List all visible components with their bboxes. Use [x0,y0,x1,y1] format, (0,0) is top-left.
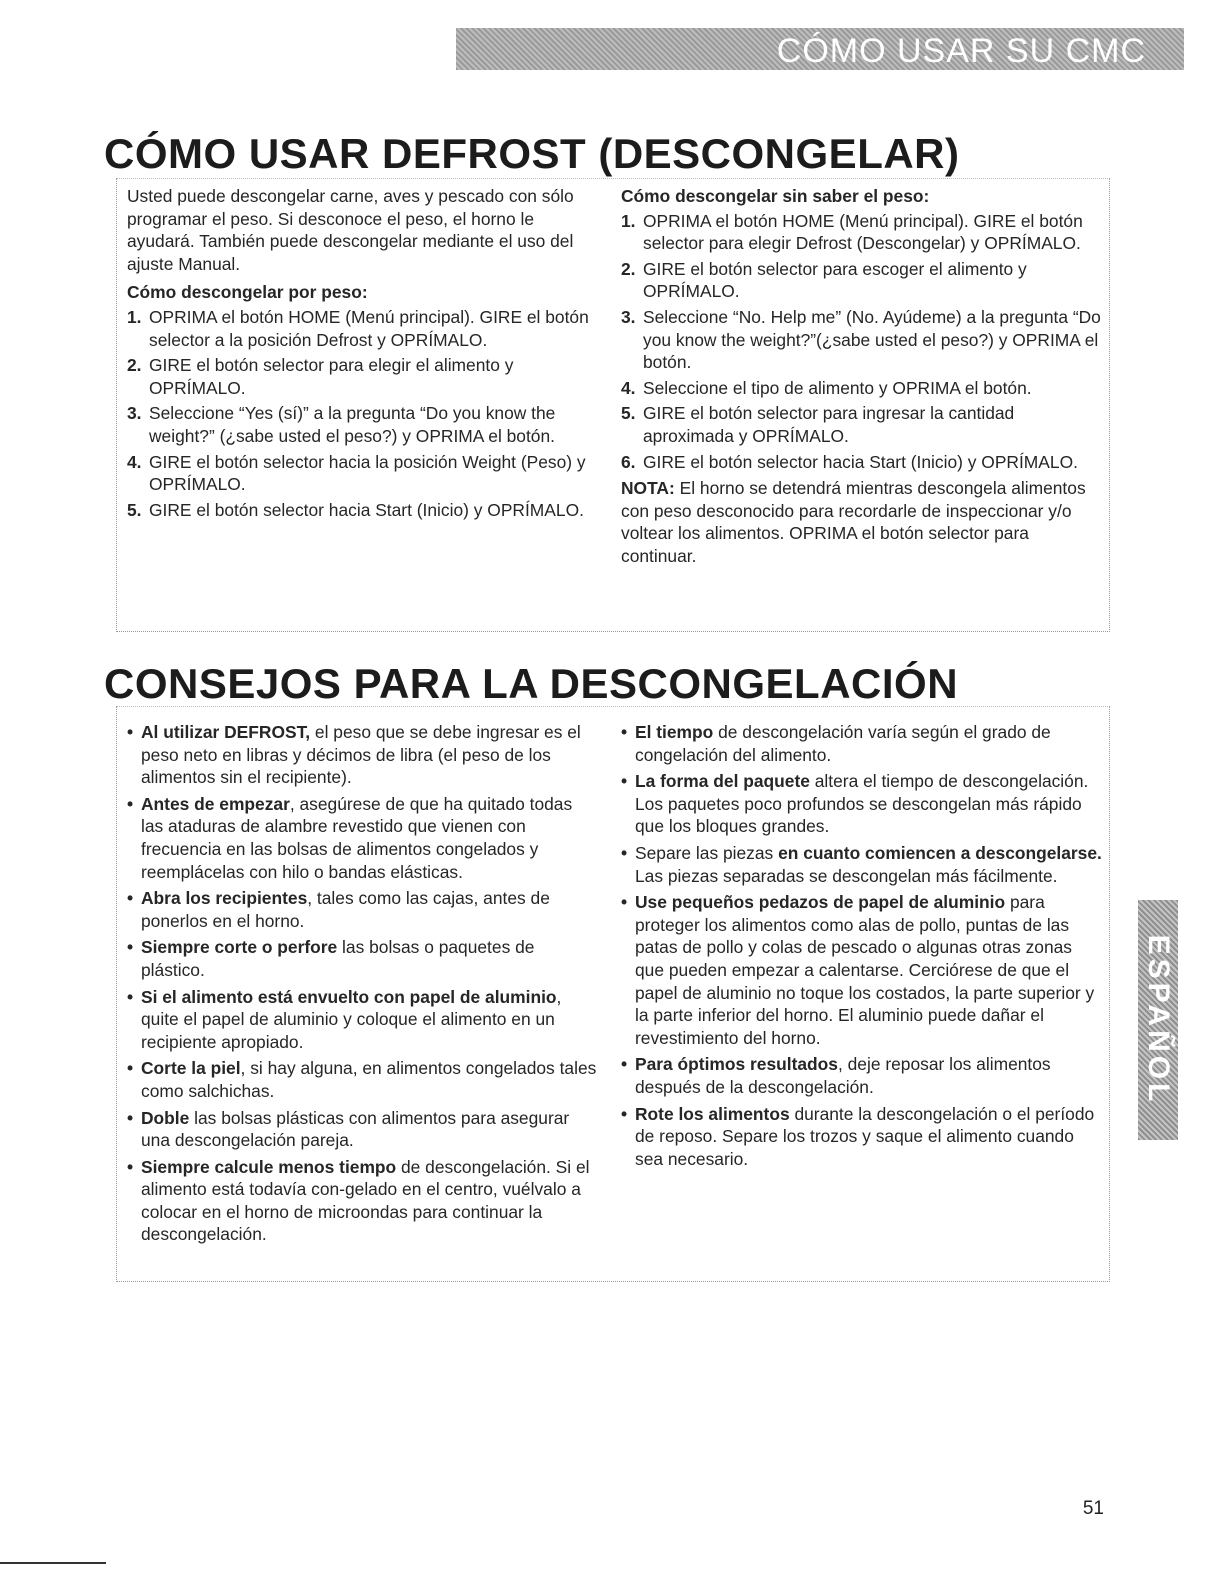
tip-text: altera el tiempo de descongelación. Los paquetes poco profundos se descongelan más rápido que los bloques grandes. [635,771,1089,837]
defrost-note [621,477,1105,567]
bullet-icon: • [621,1054,628,1075]
bullet-icon: • [127,1156,134,1177]
list-item [127,721,597,789]
tip-text: para proteger los alimentos como alas de pollo, puntas de las patas de pollo y colas de pescado o algunas otras zonas que pueden empezar a calentarse. Cerciórese de que el papel de aluminio no toque los costados, la parte superior y la parte inferior del horno. El aluminio puede dañar el revestimiento del horno. [635,892,1095,1048]
list-item [621,258,1105,303]
bullet-icon: • [127,722,134,742]
tip-bold: La forma del paquete [635,771,810,792]
list-item [127,499,597,522]
tip-bold: en cuanto comiencen a descongelarse. [778,842,1102,863]
tip-text: las bolsas o paquetes de plástico. [141,937,535,980]
tip-bold: Abra los recipientes [141,888,308,909]
list-item [127,402,597,447]
list-item [621,842,1105,887]
side-tab-label: ESPAÑOL [1142,934,1175,1106]
step-number: 4. [127,451,142,472]
list-item [621,306,1105,374]
step-text: OPRIMA el botón HOME (Menú principal). GIRE el botón selector a la posición Defrost y OPRÍMALO. [149,306,589,350]
step-number: 3. [127,403,142,424]
bottom-rule [0,1562,106,1564]
step-text: OPRIMA el botón HOME (Menú principal). GIRE el botón selector para elegir Defrost (Descongelar) y OPRÍMALO. [643,210,1083,254]
defrost-section-title: CÓMO USAR DEFROST (DESCONGELAR) [104,130,960,177]
list-item [621,1053,1105,1098]
step-text: GIRE el botón selector para elegir el alimento y OPRÍMALO. [149,355,514,398]
step-number: 2. [621,258,636,279]
tips-right-list [621,721,1105,1170]
bullet-icon: • [621,842,628,863]
list-item [127,887,597,932]
tips-left-list [127,721,597,1246]
tip-text: durante la descongelación o el período de reposo. Separe los trozos y saque el alimento cuando sea necesario. [635,1103,1095,1169]
tip-bold: Si el alimento está envuelto con papel de aluminio [141,986,557,1007]
tip-bold: Siempre corte o perfore [141,937,338,958]
defrost-instructions-box [116,178,1110,632]
tip-bold: El tiempo [635,722,714,742]
list-item [127,1107,597,1152]
page-number: 51 [1082,1498,1104,1519]
bullet-icon: • [127,793,134,814]
tip-text: de descongelación. Si el alimento está todavía con-gelado en el centro, vuélvalo a colocar en el horno de microondas para continuar la descongelación. [141,1156,590,1245]
bullet-icon: • [621,1103,628,1124]
tip-text: el peso que se debe ingresar es el peso neto en libras y décimos de libra (el peso de los alimentos sin el recipiente). [141,722,581,788]
step-number: 6. [621,451,636,472]
list-item [127,1057,597,1102]
tips-left-column [127,721,597,1250]
note-text: El horno se detendrá mientras descongela alimentos con peso desconocido para recordarle de inspeccionar y/o voltear los alimentos. OPRIMA el botón selector para continuar. [621,478,1086,566]
bullet-icon: • [127,1107,134,1128]
step-text: GIRE el botón selector hacia Start (Inicio) y OPRÍMALO. [643,451,1078,472]
bullet-icon: • [621,771,628,792]
step-number: 2. [127,355,142,376]
step-number: 3. [621,306,636,327]
list-item [127,936,597,981]
bullet-icon: • [127,1058,134,1079]
step-text: Seleccione “No. Help me” (No. Ayúdeme) a la pregunta “Do you know the weight?”(¿sabe usted el peso?) y OPRIMA el botón. [643,306,1101,373]
without-weight-steps [621,210,1105,474]
bullet-icon: • [127,986,134,1007]
list-item [127,306,597,351]
tip-bold: Rote los alimentos [635,1103,790,1124]
tip-bold: Doble [141,1107,190,1128]
list-item [127,986,597,1054]
tip-bold: Al utilizar DEFROST, [141,722,311,742]
defrost-left-column [127,185,597,524]
list-item [127,451,597,496]
step-number: 1. [621,210,636,231]
tip-text: las bolsas plásticas con alimentos para asegurar una descongelación pareja. [141,1107,570,1151]
list-item [127,354,597,399]
tip-pre: Separe las piezas [635,842,779,863]
step-text: Seleccione “Yes (sí)” a la pregunta “Do you know the weight?” (¿sabe usted el peso?) y OPRIMA el botón. [149,403,556,446]
tip-text: , quite el papel de aluminio y coloque el alimento en un recipiente apropiado. [141,986,562,1052]
tips-section-title: CONSEJOS PARA LA DESCONGELACIÓN [104,660,959,707]
tip-bold: Para óptimos resultados [635,1054,838,1075]
list-item [621,1103,1105,1171]
tip-bold: Use pequeños pedazos de papel de aluminio [635,892,1006,913]
header-tab-label: CÓMO USAR SU CMC [776,32,1146,70]
tips-box [116,706,1110,1282]
list-item [127,793,597,883]
step-number: 5. [621,403,636,424]
tip-bold: Siempre calcule menos tiempo [141,1156,397,1177]
defrost-intro: Usted puede descongelar carne, aves y pescado con sólo programar el peso. Si desconoce el peso, el horno le ayudará. También puede descongelar mediante el uso del ajuste Manual. [127,186,574,274]
list-item [621,770,1105,838]
list-item [621,891,1105,1049]
step-text: GIRE el botón selector hacia la posición Weight (Peso) y OPRÍMALO. [149,451,586,495]
step-number: 4. [621,377,636,398]
tip-bold: Corte la piel [141,1058,241,1079]
list-item [621,402,1105,447]
step-text: GIRE el botón selector para ingresar la cantidad aproximada y OPRÍMALO. [643,403,1015,446]
tip-bold: Antes de empezar [141,793,290,814]
header-tab [456,28,1184,70]
list-item [621,451,1105,474]
by-weight-heading: Cómo descongelar por peso: [127,282,368,303]
by-weight-steps [127,306,597,521]
list-item [621,721,1105,766]
without-weight-heading: Cómo descongelar sin saber el peso: [621,186,930,206]
bullet-icon: • [621,892,628,913]
list-item [621,377,1105,400]
step-number: 1. [127,306,142,327]
bullet-icon: • [127,888,134,909]
step-text: Seleccione el tipo de alimento y OPRIMA el botón. [643,377,1032,398]
tips-right-column [621,721,1105,1174]
step-text: GIRE el botón selector hacia Start (Inicio) y OPRÍMALO. [149,499,584,520]
step-number: 5. [127,499,142,520]
tip-text: , si hay alguna, en alimentos congelados tales como salchichas. [141,1058,597,1101]
note-label: NOTA: [621,478,675,499]
tip-text: Las piezas separadas se descongelan más fácilmente. [635,865,1058,886]
bullet-icon: • [621,722,628,742]
tip-text: , asegúrese de que ha quitado todas las ataduras de alambre revestido que vienen con frecuencia en las bolsas de alimentos congelados y reemplácelas con hilo o bandas elásticas. [141,793,573,882]
list-item [621,210,1105,255]
tip-text: de descongelación varía según el grado de congelación del alimento. [635,722,1051,765]
step-text: GIRE el botón selector para escoger el alimento y OPRÍMALO. [643,258,1027,302]
list-item [127,1156,597,1246]
defrost-right-column [621,185,1105,568]
tip-text: , deje reposar los alimentos después de la descongelación. [635,1054,1051,1097]
tip-text: , tales como las cajas, antes de ponerlos en el horno. [141,888,550,931]
language-side-tab [1138,900,1178,1140]
bullet-icon: • [127,937,134,958]
